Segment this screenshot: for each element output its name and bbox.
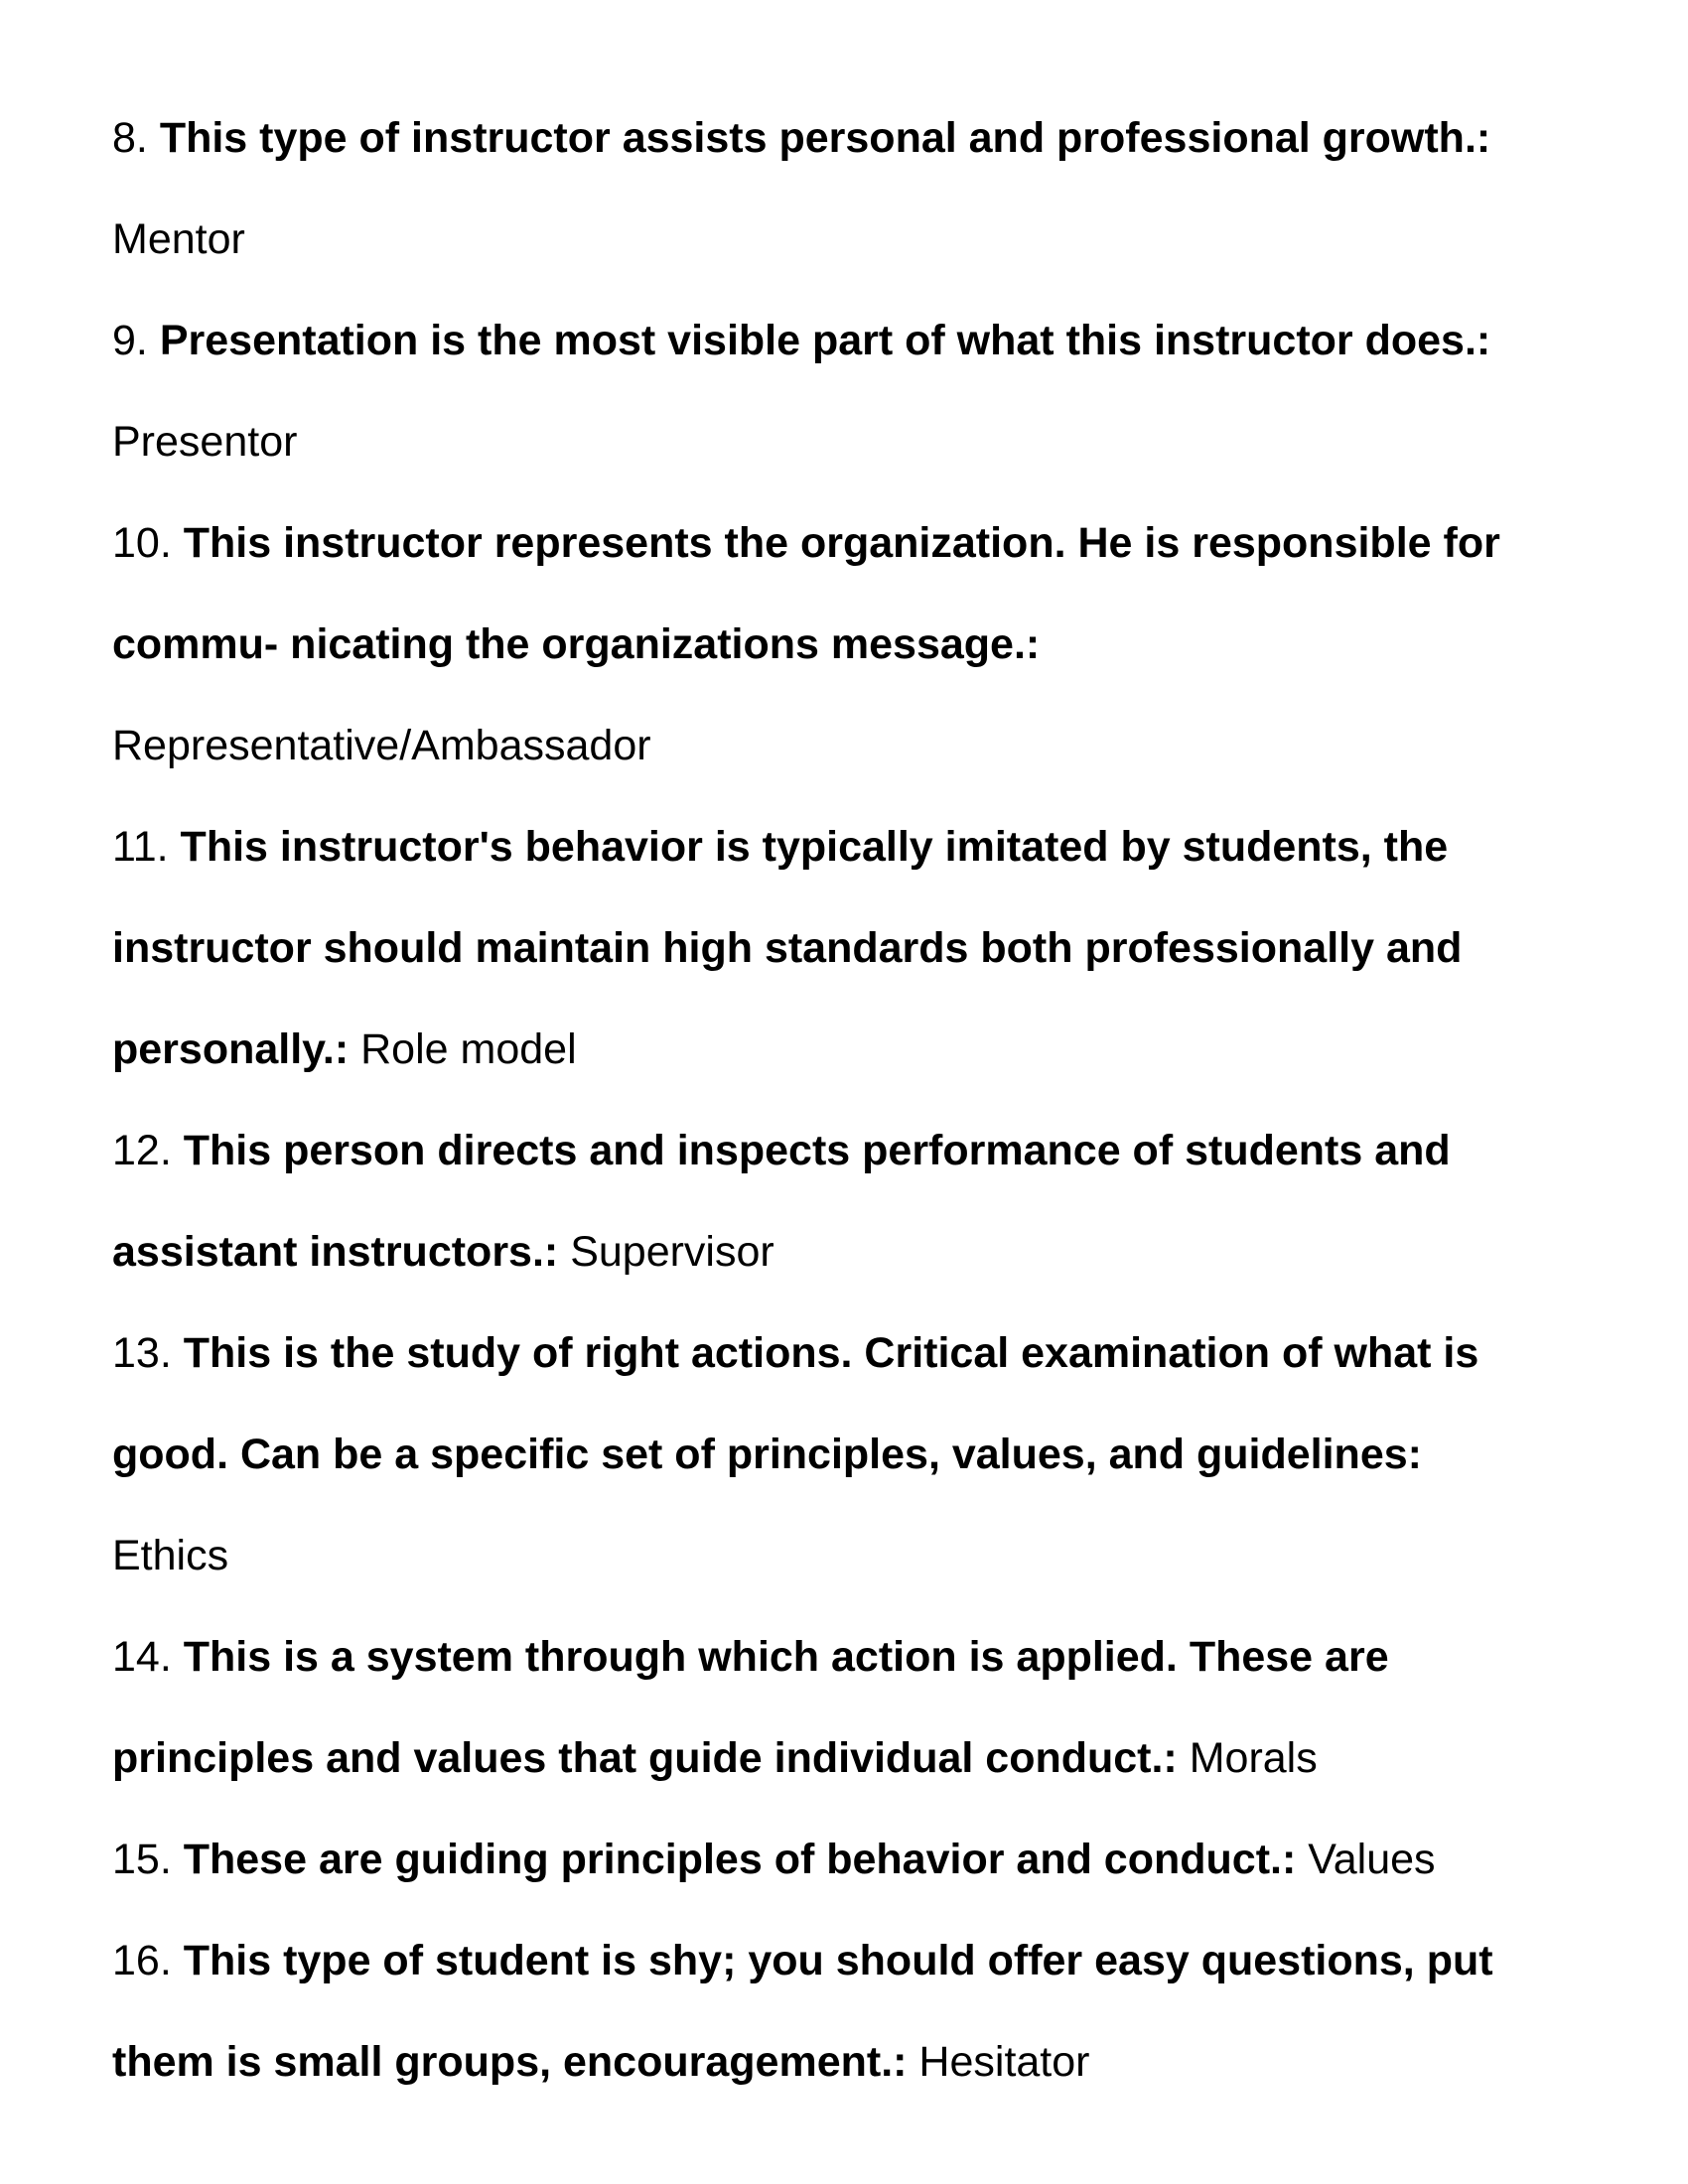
answer-line <box>112 391 1562 492</box>
question-text: them is small groups, encouragement.: <box>112 2038 908 2086</box>
question-line <box>112 594 1562 695</box>
qa-item-11 <box>112 796 1562 1100</box>
answer-text: Supervisor <box>570 1228 774 1276</box>
question-line <box>112 1302 1562 1404</box>
answer-text: Mentor <box>112 215 245 263</box>
item-number: 10. <box>112 519 172 567</box>
qa-item-15 <box>112 1809 1562 1910</box>
question-line <box>112 796 1562 897</box>
answer-text: Hesitator <box>918 2038 1090 2086</box>
qa-item-10 <box>112 492 1562 796</box>
question-line <box>112 1809 1562 1910</box>
question-line <box>112 1100 1562 1201</box>
answer-line <box>112 1505 1562 1606</box>
answer-text: Presentor <box>112 418 298 466</box>
question-line <box>112 1606 1562 1707</box>
question-text: This type of instructor assists personal and professional growth.: <box>159 114 1491 162</box>
question-text: assistant instructors.: <box>112 1228 559 1276</box>
question-line <box>112 290 1562 391</box>
question-line <box>112 1910 1562 2011</box>
question-text: good. Can be a specific set of principles, values, and guidelines: <box>112 1431 1422 1478</box>
answer-text: Representative/Ambassador <box>112 722 651 769</box>
item-number: 11. <box>112 823 169 871</box>
item-number: 9. <box>112 317 148 364</box>
question-text: commu- nicating the organizations message.: <box>112 620 1041 668</box>
item-number: 15. <box>112 1836 172 1883</box>
item-number: 12. <box>112 1127 172 1174</box>
question-text: This instructor represents the organization. He is responsible for <box>183 519 1500 567</box>
question-line <box>112 1201 1562 1302</box>
answer-line <box>112 189 1562 290</box>
item-number: 13. <box>112 1329 172 1377</box>
item-number: 8. <box>112 114 148 162</box>
qa-item-14 <box>112 1606 1562 1809</box>
question-text: This type of student is shy; you should offer easy questions, put <box>183 1937 1493 1984</box>
qa-item-16 <box>112 1910 1562 2113</box>
question-line <box>112 2011 1562 2113</box>
answer-text: Morals <box>1189 1734 1318 1782</box>
question-line <box>112 897 1562 999</box>
question-text: This is the study of right actions. Critical examination of what is <box>183 1329 1479 1377</box>
qa-item-8 <box>112 87 1562 290</box>
question-line <box>112 1707 1562 1809</box>
answer-text: Ethics <box>112 1532 229 1579</box>
question-text: personally.: <box>112 1025 350 1073</box>
question-line <box>112 999 1562 1100</box>
qa-item-9 <box>112 290 1562 492</box>
question-text: This is a system through which action is applied. These are <box>183 1633 1389 1681</box>
item-number: 16. <box>112 1937 172 1984</box>
answer-text: Role model <box>360 1025 577 1073</box>
answer-text: Values <box>1308 1836 1436 1883</box>
question-text: Presentation is the most visible part of what this instructor does.: <box>159 317 1491 364</box>
question-line <box>112 1404 1562 1505</box>
item-number: 14. <box>112 1633 172 1681</box>
question-text: These are guiding principles of behavior and conduct.: <box>183 1836 1297 1883</box>
question-text: This person directs and inspects performance of students and <box>183 1127 1451 1174</box>
question-text: This instructor's behavior is typically imitated by students, the <box>180 823 1449 871</box>
question-line <box>112 492 1562 594</box>
question-text: instructor should maintain high standards both professionally and <box>112 924 1463 972</box>
question-text: principles and values that guide individual conduct.: <box>112 1734 1178 1782</box>
qa-item-12 <box>112 1100 1562 1302</box>
question-line <box>112 87 1562 189</box>
answer-line <box>112 695 1562 796</box>
qa-item-13 <box>112 1302 1562 1606</box>
document-body <box>112 87 1562 2113</box>
